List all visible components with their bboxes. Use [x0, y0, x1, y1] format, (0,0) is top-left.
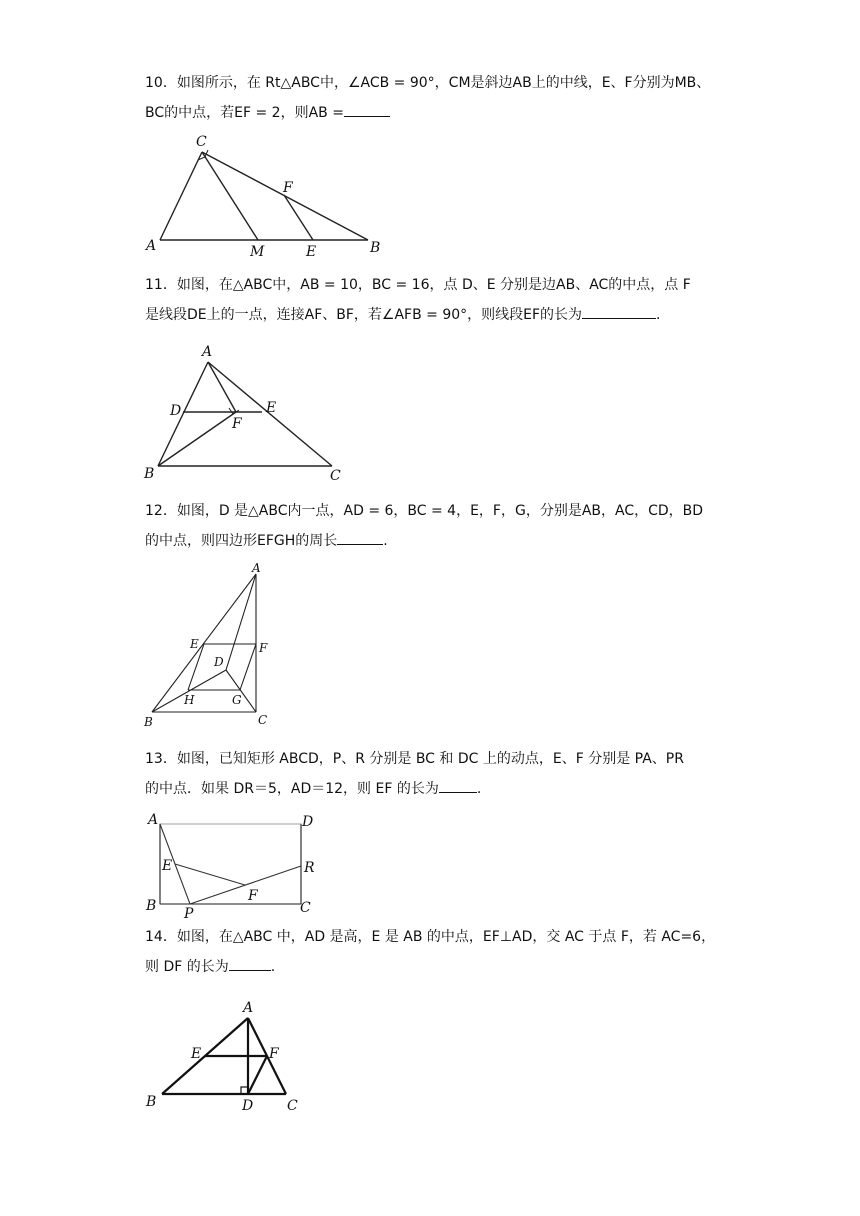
- question-13-text: 的中点．如果 DR＝5，AD＝12，则 EF 的长为: [145, 781, 439, 797]
- answer-blank[interactable]: [439, 776, 477, 793]
- label-B: B: [146, 1094, 157, 1110]
- answer-blank[interactable]: [229, 954, 271, 971]
- question-13-line-1: 13．如图，已知矩形 ABCD，P、R 分别是 BC 和 DC 上的动点，E、F 分别是 PA、PR: [145, 751, 684, 767]
- label-R: R: [304, 860, 315, 876]
- question-10-line-1: 10．如图所示，在 Rt△ABC中，∠ACB = 90°，CM是斜边AB上的中线，E、F分别为MB、: [145, 75, 711, 91]
- label-C: C: [258, 713, 268, 727]
- figure-14: [140, 998, 320, 1118]
- answer-blank[interactable]: [344, 100, 390, 117]
- label-D: D: [170, 403, 182, 419]
- question-11-line-1: 11．如图，在△ABC中，AB = 10，BC = 16，点 D、E 分别是边AB、AC的中点，点 F: [145, 277, 691, 293]
- question-14: [145, 922, 725, 982]
- label-H: H: [184, 693, 195, 707]
- figure-13: [140, 808, 330, 920]
- label-A: A: [202, 344, 213, 360]
- label-C: C: [196, 134, 207, 150]
- question-13-line-2: 的中点．如果 DR＝5，AD＝12，则 EF 的长为 .: [145, 774, 725, 804]
- label-F: F: [232, 416, 242, 432]
- label-F: F: [269, 1046, 279, 1062]
- answer-blank[interactable]: [582, 302, 656, 319]
- label-F: F: [283, 180, 293, 196]
- question-10-text: BC的中点，若EF = 2，则AB =: [145, 105, 344, 121]
- label-B: B: [144, 466, 155, 482]
- label-F: F: [248, 888, 258, 904]
- question-12: [145, 496, 725, 556]
- answer-blank[interactable]: [337, 528, 383, 545]
- label-D: D: [214, 655, 224, 669]
- label-A: A: [252, 561, 261, 575]
- label-A: A: [148, 812, 159, 828]
- label-G: G: [232, 693, 242, 707]
- question-12-line-1: 12．如图，D 是△ABC内一点，AD = 6，BC = 4，E，F，G，分别是AB，AC，CD，BD: [145, 503, 704, 519]
- question-11-line-2: 是线段DE上的一点，连接AF、BF，若∠AFB = 90°，则线段EF的长为 .: [145, 300, 725, 330]
- label-E: E: [190, 637, 199, 651]
- figure-12: [140, 562, 280, 728]
- label-P: P: [184, 906, 194, 922]
- label-A: A: [146, 238, 157, 254]
- figure-11: [140, 342, 360, 482]
- label-C: C: [300, 900, 311, 916]
- question-10-line-2: [145, 98, 725, 128]
- label-E: E: [162, 858, 173, 874]
- question-14-text: 则 DF 的长为: [145, 959, 229, 975]
- question-12-line-2: 的中点，则四边形EFGH的周长 .: [145, 526, 725, 556]
- label-E: E: [266, 400, 277, 416]
- label-C: C: [330, 468, 341, 484]
- label-B: B: [144, 715, 153, 729]
- label-B: B: [370, 240, 381, 256]
- label-B: B: [146, 898, 157, 914]
- label-F: F: [259, 641, 268, 655]
- question-10: [145, 68, 725, 128]
- label-D: D: [302, 814, 314, 830]
- label-E: E: [191, 1046, 202, 1062]
- label-M: M: [250, 244, 265, 260]
- label-A: A: [243, 1000, 254, 1016]
- label-E: E: [306, 244, 317, 260]
- label-D: D: [242, 1098, 254, 1114]
- question-13: [145, 744, 725, 804]
- question-11: [145, 270, 725, 330]
- question-14-line-2: 则 DF 的长为 .: [145, 952, 725, 982]
- figure-10: [140, 130, 390, 260]
- question-11-text: 是线段DE上的一点，连接AF、BF，若∠AFB = 90°，则线段EF的长为: [145, 307, 583, 323]
- question-12-text: 的中点，则四边形EFGH的周长: [145, 533, 338, 549]
- label-C: C: [287, 1098, 298, 1114]
- question-14-line-1: 14．如图，在△ABC 中，AD 是高，E 是 AB 的中点，EF⊥AD，交 AC 于点 F，若 AC=6，: [145, 929, 716, 945]
